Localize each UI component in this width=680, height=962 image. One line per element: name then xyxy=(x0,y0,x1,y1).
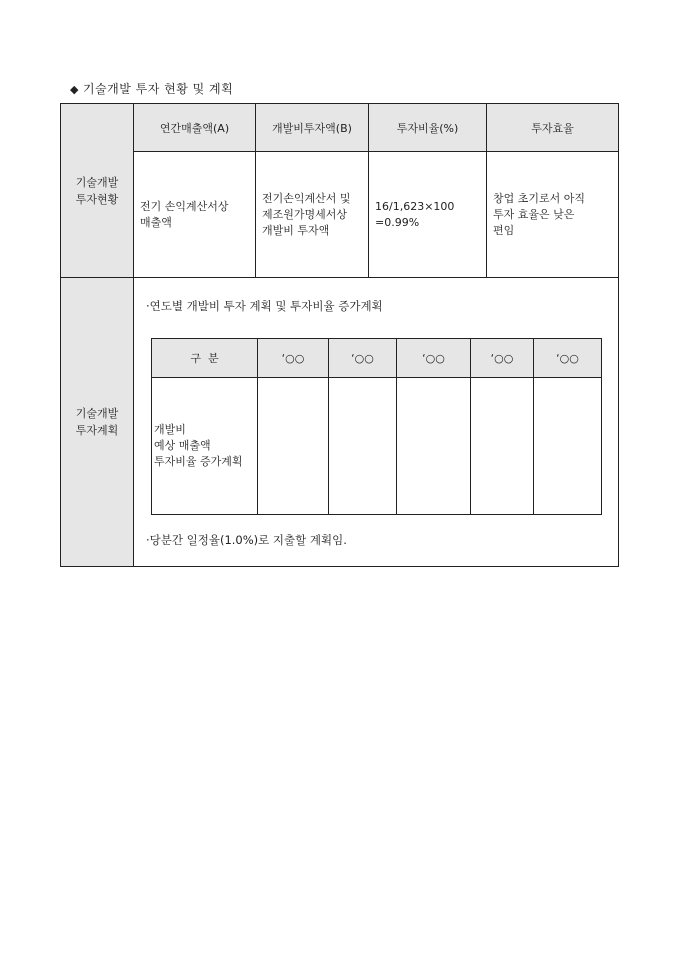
section-heading xyxy=(70,80,233,97)
yearly-plan-table xyxy=(151,338,602,515)
plan-value-cell-1 xyxy=(258,378,329,515)
cell-investment-ratio-line1: 16/1,623×100 xyxy=(375,199,455,213)
plan-content xyxy=(134,278,619,567)
cell-efficiency-line2: 투자 효율은 낮은 xyxy=(493,207,575,221)
cell-investment-ratio-line2: =0.99% xyxy=(375,215,420,229)
plan-value-cell-4 xyxy=(471,378,534,515)
header-annual-sales: 연간매출액(A) xyxy=(134,104,256,152)
plan-note: ·당분간 일정율(1.0%)로 지출할 계획임. xyxy=(146,533,347,547)
header-investment-efficiency: 투자효율 xyxy=(487,104,619,152)
cell-rnd-investment-line3: 개발비 투자액 xyxy=(262,223,330,237)
plan-row-label-line-b: 예상 매출액 xyxy=(154,439,211,452)
category-header: 구 분 xyxy=(152,339,258,378)
status-row-label-line2: 투자현황 xyxy=(75,192,119,206)
cell-investment-efficiency xyxy=(487,152,619,278)
plan-title: ·연도별 개발비 투자 계획 및 투자비율 증가계획 xyxy=(146,299,383,313)
cell-efficiency-line1: 창업 초기로서 아직 xyxy=(493,191,586,205)
year-header-1: ‘○○ xyxy=(258,339,329,378)
heading-text: 기술개발 투자 현황 및 계획 xyxy=(82,82,234,96)
investment-table xyxy=(60,103,619,567)
plan-row-label-line-a: 개발비 xyxy=(154,423,186,436)
header-investment-ratio: 투자비율(%) xyxy=(369,104,487,152)
cell-investment-ratio xyxy=(369,152,487,278)
status-row-label xyxy=(61,104,134,278)
plan-row-label-line-c: 투자비율 증가계획 xyxy=(154,455,243,468)
cell-rnd-investment xyxy=(256,152,369,278)
status-row-label-line1: 기술개발 xyxy=(75,175,119,189)
year-header-3: ‘○○ xyxy=(397,339,471,378)
year-header-5: ‘○○ xyxy=(534,339,602,378)
plan-row-label-line2: 투자계획 xyxy=(75,424,119,437)
cell-rnd-investment-line1: 전기손익계산서 및 xyxy=(262,191,351,205)
header-rnd-investment: 개발비투자액(B) xyxy=(256,104,369,152)
diamond-bullet-icon: ◆ xyxy=(70,83,79,96)
plan-row-label xyxy=(61,278,134,567)
cell-rnd-investment-line2: 제조원가명세서상 xyxy=(262,207,348,221)
year-header-2: ‘○○ xyxy=(329,339,397,378)
plan-value-cell-3 xyxy=(397,378,471,515)
plan-value-cell-2 xyxy=(329,378,397,515)
cell-annual-sales xyxy=(134,152,256,278)
cell-annual-sales-line1: 전기 손익계산서상 xyxy=(140,199,229,213)
cell-efficiency-line3: 편임 xyxy=(493,223,515,237)
plan-row-label-cell xyxy=(152,378,258,515)
plan-row-label-line1: 기술개발 xyxy=(75,407,119,420)
year-header-4: ‘○○ xyxy=(471,339,534,378)
plan-value-cell-5 xyxy=(534,378,602,515)
cell-annual-sales-line2: 매출액 xyxy=(140,215,172,229)
